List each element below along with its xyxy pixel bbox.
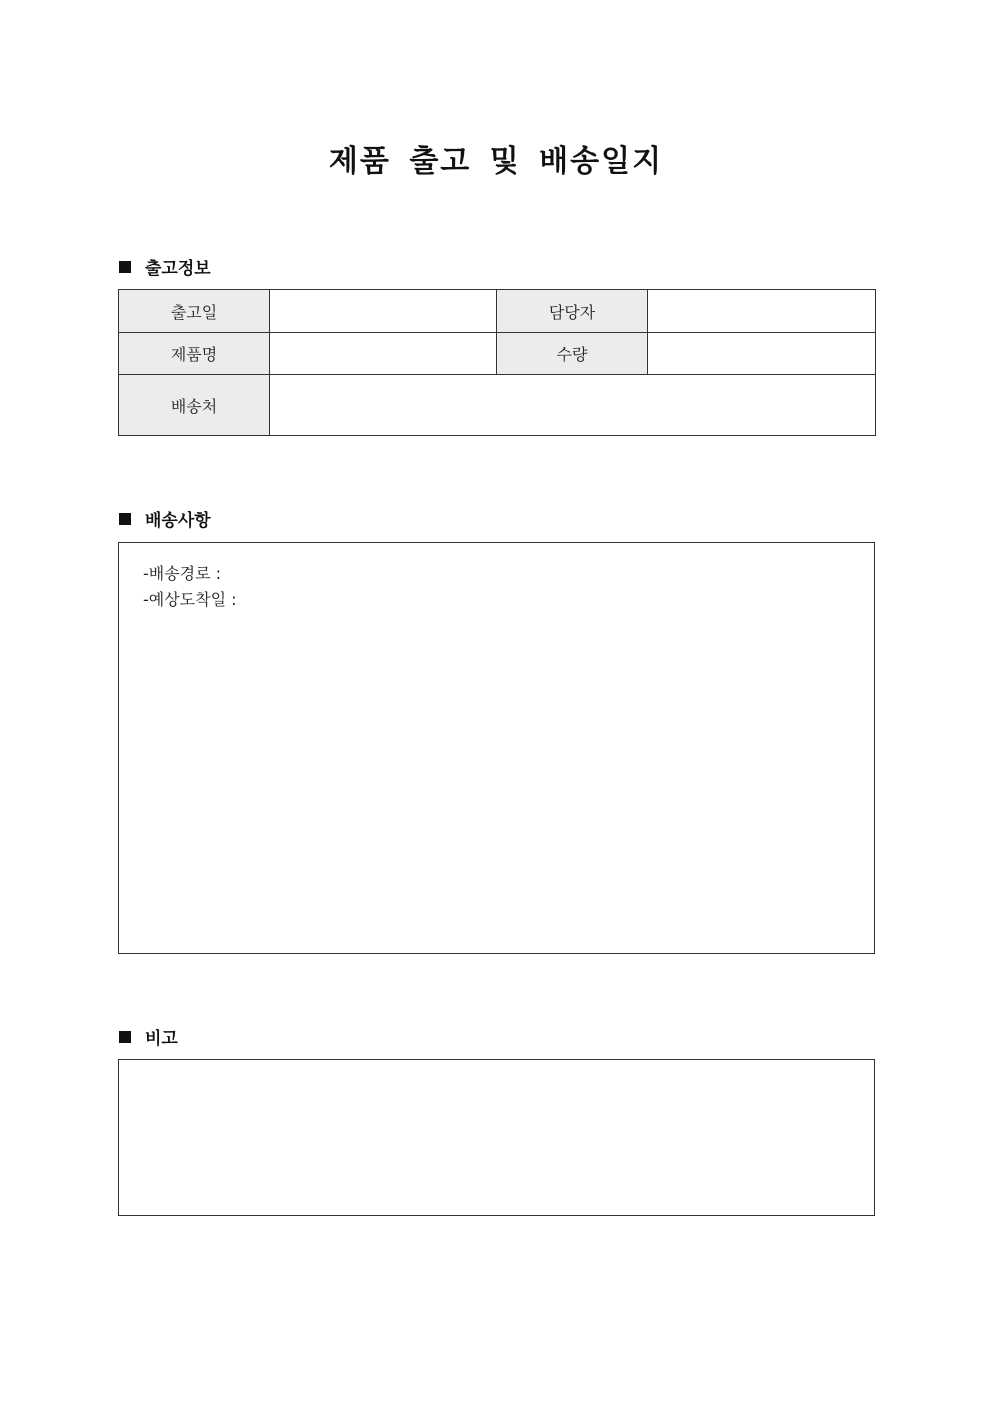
product-name-field[interactable] [270,333,497,375]
product-name-label: 제품명 [119,333,270,375]
ship-date-label: 출고일 [119,290,270,333]
delivery-section-heading [119,506,211,531]
shipment-info-table [118,289,876,436]
delivery-details-box[interactable] [118,542,875,954]
manager-field[interactable] [648,290,876,333]
manager-label: 담당자 [497,290,648,333]
remarks-box[interactable] [118,1059,875,1216]
expected-arrival-line: -예상도착일 : [143,590,237,609]
quantity-field[interactable] [648,333,876,375]
delivery-heading-text: 배송사항 [145,511,211,531]
shipment-heading-text: 출고정보 [145,259,211,279]
ship-date-field[interactable] [270,290,497,333]
delivery-route-line: -배송경로 : [143,564,222,583]
quantity-label: 수량 [497,333,648,375]
remarks-content [119,1060,874,1092]
square-bullet-icon [119,1031,131,1043]
shipment-section-heading [119,254,211,279]
remarks-heading-text: 비고 [145,1029,178,1049]
remarks-section-heading [119,1024,178,1049]
destination-label: 배송처 [119,375,270,436]
destination-field[interactable] [270,375,876,436]
square-bullet-icon [119,513,131,525]
square-bullet-icon [119,261,131,273]
page-title: 제품 출고 및 배송일지 [328,144,664,179]
